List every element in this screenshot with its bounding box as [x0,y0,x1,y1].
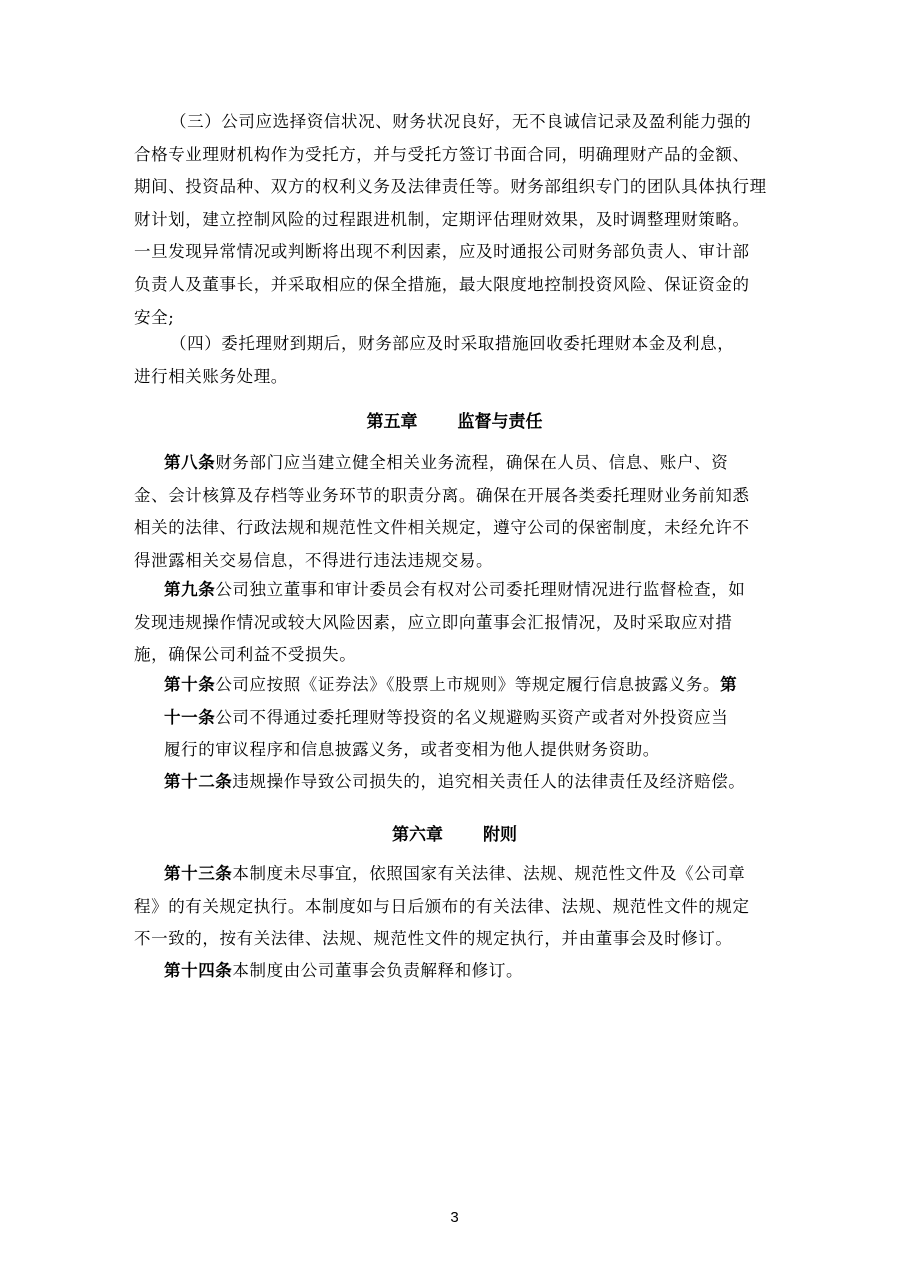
paragraph-line: （四）委托理财到期后，财务部应及时采取措施回收委托理财本金及利息， [170,334,735,353]
paragraph-line: 相关的法律、行政法规和规范性文件相关规定，遵守公司的保密制度，未经允许不 [134,518,750,538]
paragraph-line [134,702,780,735]
article-text: 本制度未尽事宜，依照国家有关法律、法规、规范性文件及《公司章 [232,864,746,883]
article-text: 违规操作导致公司损失的，追究相关责任人的法律责任及经济赔偿。 [232,772,746,791]
paragraph-line [134,574,780,607]
article-text: 公司不得通过委托理财等投资的名义规避购买资产或者对外投资应当 [215,707,729,727]
paragraph-line: 金、会计核算及存档等业务环节的职责分离。确保在开展各类委托理财业务前知悉 [134,485,750,505]
paragraph-line [134,447,780,480]
article-text: 财务部门应当建立健全相关业务流程，确保在人员、信息、账户、资 [215,453,729,472]
paragraph-line: （三）公司应选择资信状况、财务状况良好，无不良诚信记录及盈利能力强的 [170,112,752,131]
article-label: 十一条 [164,707,216,727]
paragraph-line: 得泄露相关交易信息，不得进行违法违规交易。 [134,550,494,570]
article-14-paragraph [134,955,780,988]
chapter-number: 第五章 [366,412,418,432]
chapter-6-heading [0,820,909,850]
article-label: 第十四条 [164,961,233,980]
article-label: 第 [720,675,738,694]
paragraph-line: 期间、投资品种、双方的权利义务及法律责任等。财务部组织专门的团队具体执行理 [134,177,767,197]
paragraph-line: 财计划，建立控制风险的过程跟进机制，定期评估理财效果，及时调整理财策略。 [134,209,750,229]
article-13-paragraph [134,858,780,956]
paragraph-line: 合格专业理财机构作为受托方，并与受托方签订书面合同，明确理财产品的金额、 [134,144,750,164]
paragraph-line: 一旦发现异常情况或判断将出现不利因素，应及时通报公司财务部负责人、审计部 [134,242,750,262]
page-number: 3 [450,1209,459,1226]
paragraph-line: 履行的审议程序和信息披露义务，或者变相为他人提供财务资助。 [164,740,660,760]
section-4-paragraph [134,328,780,393]
paragraph-line [134,766,780,799]
chapter-title: 附则 [483,825,517,845]
article-10-11-paragraph [134,669,780,767]
paragraph-line: 负责人及董事长，并采取相应的保全措施，最大限度地控制投资风险、保证资金的 [134,274,750,294]
chapter-5-heading [0,407,909,437]
paragraph-line [134,858,780,891]
article-8-paragraph [134,447,780,577]
chapter-number: 第六章 [392,825,443,845]
article-label: 第八条 [164,453,216,472]
paragraph-line: 进行相关账务处理。 [134,366,288,386]
article-text: 公司独立董事和审计委员会有权对公司委托理财情况进行监督检查，如 [215,580,746,599]
paragraph-line: 程》的有关规定执行。本制度如与日后颁布的有关法律、法规、规范性文件的规定 [134,896,750,916]
paragraph-line: 安全; [134,307,175,327]
article-label: 第九条 [164,580,216,599]
article-text: 本制度由公司董事会负责解释和修订。 [232,961,524,980]
paragraph-line [134,669,780,702]
article-12-paragraph [134,766,780,799]
article-text: 公司应按照《证券法》《股票上市规则》等规定履行信息披露义务。 [215,675,721,694]
paragraph-line: 施，确保公司利益不受损失。 [134,645,357,665]
article-9-paragraph [134,574,780,672]
paragraph-line: 发现违规操作情况或较大风险因素，应立即向董事会汇报情况，及时采取应对措 [134,612,733,632]
section-3-paragraph [134,106,780,334]
article-label: 第十二条 [164,772,233,791]
chapter-title: 监督与责任 [457,412,543,432]
article-label: 第十三条 [164,864,233,883]
paragraph-line: 不一致的，按有关法律、法规、规范性文件的规定执行，并由董事会及时修订。 [134,929,733,949]
paragraph-line [134,955,780,988]
article-label: 第十条 [164,675,216,694]
